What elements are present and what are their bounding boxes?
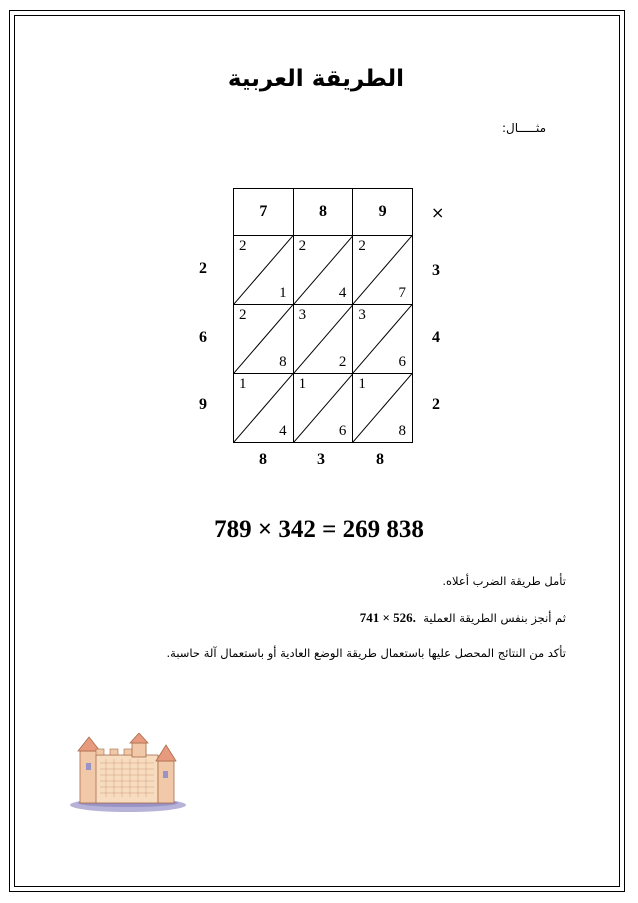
cell-ones: 6 [398,354,406,370]
instruction-line-2 [360,610,566,626]
right-digit: 3 [432,262,440,279]
cell-ones: 4 [338,285,347,301]
cell-ones: 4 [279,423,287,439]
top-digit: 9 [353,189,413,236]
cell-tens: 2 [298,238,307,254]
cell-tens: 1 [358,376,366,392]
cell-ones: 8 [398,423,406,439]
cell-ones: 7 [398,285,406,301]
lattice-cell [353,374,413,443]
cell-tens: 1 [298,376,307,392]
bottom-digit: 8 [376,451,384,468]
top-digit: 8 [293,189,353,236]
right-digit: 4 [432,329,440,346]
cell-tens: 3 [358,307,366,323]
bottom-digit: 3 [317,451,325,468]
lattice-cell [353,236,413,305]
grid-row [234,236,413,305]
cell-tens: 2 [358,238,366,254]
lattice-cell [234,305,294,374]
instruction-line-3: تأكد من النتائج المحصل عليها باستعمال طريقة الوضع العادية أو باستعمال آلة حاسبة. [166,646,566,660]
left-digit: 2 [199,260,207,277]
cell-tens: 3 [298,307,307,323]
cell-tens: 2 [239,307,247,323]
grid-header-row [234,189,413,236]
left-digit: 9 [199,396,207,413]
times-symbol: × [431,203,445,222]
instruction-line-2-text: ثم أنجز بنفس الطريقة العملية [423,611,566,625]
cell-ones: 1 [279,285,287,301]
cell-tens: 2 [239,238,247,254]
castle-multiplication-table-image [68,733,193,813]
lattice-cell [234,236,294,305]
cell-ones: 2 [338,354,347,370]
right-digit: 2 [432,396,440,413]
lattice-cell [293,236,353,305]
top-digit: 7 [234,189,294,236]
grid-row [234,305,413,374]
lattice-cell [234,374,294,443]
lattice-grid [233,188,413,443]
cell-tens: 1 [239,376,247,392]
left-digit: 6 [199,329,207,346]
grid-row [234,374,413,443]
bottom-digit: 8 [259,451,267,468]
page-title: الطريقة العربية [227,66,405,92]
exercise-operation: 741 × 526. [359,610,416,625]
instruction-line-1: تأمل طريقة الضرب أعلاه. [442,574,566,588]
result-equation: 789 × 342 = 269 838 [214,516,424,543]
cell-ones: 8 [279,354,287,370]
lattice-cell [293,305,353,374]
example-label: مثـــــال: [501,121,546,135]
lattice-cell [353,305,413,374]
lattice-cell [293,374,353,443]
cell-ones: 6 [338,423,347,439]
